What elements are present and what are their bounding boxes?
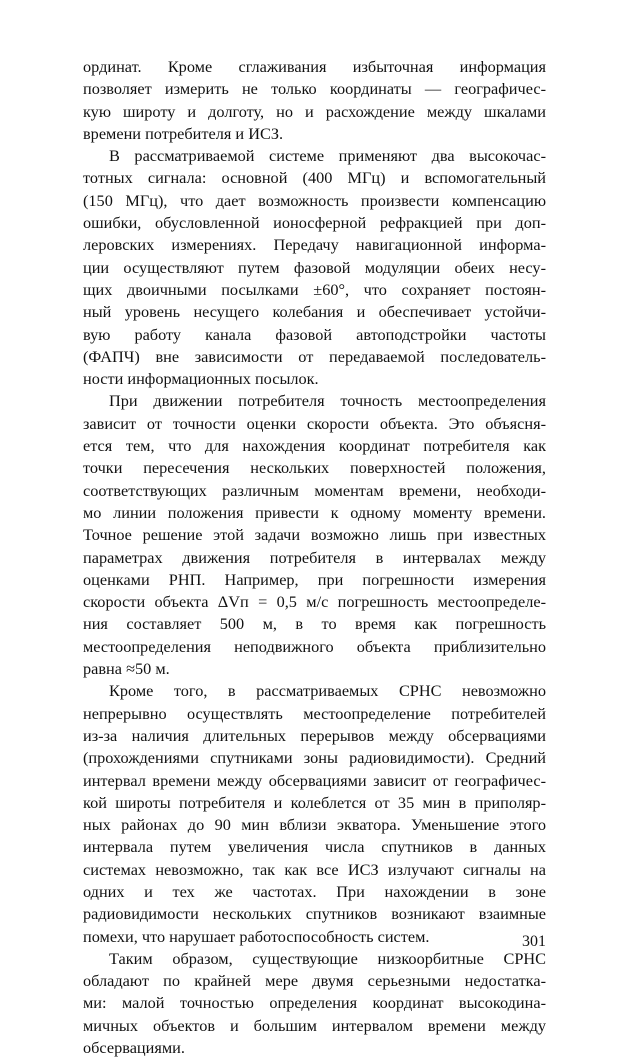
text-line: (150 МГц), что дает возможность произвести компенсацию bbox=[83, 190, 546, 210]
text-line: ошибки, обусловленной ионосферной рефракцией при доп- bbox=[83, 213, 546, 233]
text-line: одних и тех же частотах. При нахождении в зоне bbox=[83, 881, 546, 901]
text-line: Точное решение этой задачи возможно лишь при известных bbox=[83, 525, 546, 545]
page-number: 301 bbox=[522, 933, 546, 950]
text-line: интервала путем увеличения числа спутников в данных bbox=[83, 837, 546, 857]
text-line: кую широту и долготу, но и расхождение между шкалами bbox=[83, 101, 546, 121]
text-line: оценками РНП. Например, при погрешности измерения bbox=[83, 569, 546, 589]
text-line: ности информационных посылок. bbox=[83, 369, 319, 389]
text-line: обсервациями. bbox=[83, 1038, 185, 1058]
text-line: ный уровень несущего колебания и обеспечивает устойчи- bbox=[83, 302, 546, 322]
text-line: из-за наличия длительных перерывов между обсервациями bbox=[83, 725, 546, 745]
paragraph bbox=[83, 145, 546, 390]
text-line: непрерывно осуществлять местоопределение потребителей bbox=[83, 703, 546, 723]
text-line: мо линии положения привести к одному моменту времени. bbox=[83, 502, 546, 522]
text-line: мичных объектов и большим интервалом времени между bbox=[83, 1015, 546, 1035]
text-line: Кроме того, в рассматриваемых СРНС невозможно bbox=[109, 681, 546, 701]
text-line: В рассматриваемой системе применяют два высокочас- bbox=[109, 146, 546, 166]
text-line: тотных сигнала: основной (400 МГц) и вспомогательный bbox=[83, 168, 546, 188]
paragraph bbox=[83, 948, 546, 1059]
text-line: системах невозможно, так как все ИСЗ излучают сигналы на bbox=[83, 859, 546, 879]
text-line: леровских измерениях. Передачу навигационной информа- bbox=[83, 235, 546, 255]
body-text bbox=[83, 56, 546, 1059]
text-line: При движении потребителя точность местоопределения bbox=[109, 391, 546, 411]
text-line: ми: малой точностью определения координат высокодина- bbox=[83, 993, 546, 1013]
text-line: вую работу канала фазовой автоподстройки частоты bbox=[83, 324, 546, 344]
text-line: скорости объекта ΔVп = 0,5 м/с погрешность местоопределе- bbox=[83, 592, 546, 612]
text-line: ния составляет 500 м, в то время как погрешность bbox=[83, 614, 546, 634]
text-line: ординат. Кроме сглаживания избыточная информация bbox=[83, 57, 546, 76]
text-line: зависит от точности оценки скорости объекта. Это объясня- bbox=[83, 413, 546, 433]
text-line: (прохождениями спутниками зоны радиовидимости). Средний bbox=[83, 748, 546, 768]
text-line: кой широты потребителя и колеблется от 35 мин в приполяр- bbox=[83, 792, 546, 812]
text-line: ции осуществляют путем фазовой модуляции обеих несу- bbox=[83, 257, 546, 277]
text-line: времени потребителя и ИСЗ. bbox=[83, 123, 284, 143]
text-line: ется тем, что для нахождения координат потребителя как bbox=[83, 436, 546, 456]
text-line: соответствующих различным моментам времени, необходи- bbox=[83, 480, 546, 500]
text-line: параметрах движения потребителя в интервалах между bbox=[83, 547, 546, 567]
text-line: интервал времени между обсервациями зависит от географичес- bbox=[83, 770, 546, 790]
text-line: радиовидимости нескольких спутников возникают взаимные bbox=[83, 904, 546, 924]
text-line: (ФАПЧ) вне зависимости от передаваемой последователь- bbox=[83, 346, 546, 366]
text-line: позволяет измерить не только координаты — географичес- bbox=[83, 79, 546, 99]
text-line: местоопределения неподвижного объекта приблизительно bbox=[83, 636, 546, 656]
paragraph bbox=[83, 390, 546, 680]
text-line: ных районах до 90 мин вблизи экватора. Уменьшение этого bbox=[83, 815, 546, 835]
text-line: помехи, что нарушает работоспособность систем. bbox=[83, 926, 430, 946]
paragraph bbox=[83, 680, 546, 948]
text-line: точки пересечения нескольких поверхностей положения, bbox=[83, 458, 546, 478]
text-line: обладают по крайней мере двумя серьезными недостатка- bbox=[83, 971, 546, 991]
text-line: равна ≈50 м. bbox=[83, 659, 170, 679]
paragraph bbox=[83, 56, 546, 145]
text-line: щих двоичными посылками ±60°, что сохраняет постоян- bbox=[83, 279, 546, 299]
text-line: Таким образом, существующие низкоорбитные СРНС bbox=[109, 948, 546, 968]
